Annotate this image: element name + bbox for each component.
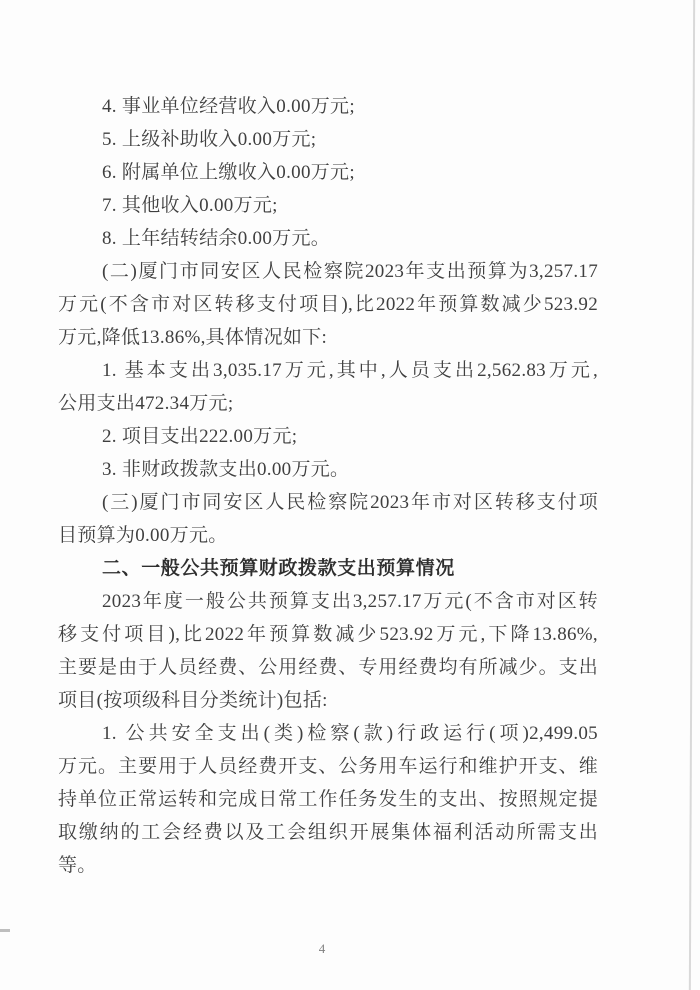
text-line-para3-2: 目预算为0.00万元。 (58, 525, 228, 546)
text-line-expense-item-3: 3. 非财政拨款支出0.00万元。 (102, 459, 350, 480)
text-line-para3-1: (三)厦门市同安区人民检察院2023年市对区转移支付项 (102, 492, 598, 513)
text-line-income-item-8: 8. 上年结转结余0.00万元。 (102, 228, 331, 249)
text-line-expense-item-2: 2. 项目支出222.00万元; (102, 426, 298, 447)
scan-edge-artifact (689, 0, 695, 990)
section-heading: 二、一般公共预算财政拨款支出预算情况 (102, 558, 455, 579)
text-line-para2-1: (二)厦门市同安区人民检察院2023年支出预算为3,257.17 (102, 261, 598, 282)
page-number: 4 (318, 941, 326, 956)
text-line-expense-item-1a: 1. 基本支出3,035.17万元,其中,人员支出2,562.83万元, (102, 360, 598, 381)
text-line-section2-item1-1: 1. 公共安全支出(类)检察(款)行政运行(项)2,499.05 (102, 723, 598, 744)
text-line-section2-item1-3: 持单位正常运转和完成日常工作任务发生的支出、按照规定提 (58, 789, 598, 810)
text-line-section2-para1-1: 2023年度一般公共预算支出3,257.17万元(不含市对区转 (102, 591, 598, 612)
text-line-income-item-6: 6. 附属单位上缴收入0.00万元; (102, 162, 355, 183)
text-line-section2-item1-5: 等。 (58, 855, 97, 876)
text-line-income-item-4: 4. 事业单位经营收入0.00万元; (102, 96, 355, 117)
text-line-section2-para1-2: 移支付项目),比2022年预算数减少523.92万元,下降13.86%, (58, 624, 598, 645)
text-line-income-item-7: 7. 其他收入0.00万元; (102, 195, 278, 216)
text-line-para2-2: 万元(不含市对区转移支付项目),比2022年预算数减少523.92 (58, 294, 598, 315)
text-line-section2-para1-4: 项目(按项级科目分类统计)包括: (58, 690, 328, 711)
text-line-section2-item1-4: 取缴纳的工会经费以及工会组织开展集体福利活动所需支出 (58, 822, 598, 843)
scan-speck-artifact (0, 929, 10, 932)
document-body (58, 90, 598, 882)
text-line-income-item-5: 5. 上级补助收入0.00万元; (102, 129, 317, 150)
text-line-expense-item-1b: 公用支出472.34万元; (58, 393, 234, 414)
text-line-section2-para1-3: 主要是由于人员经费、公用经费、专用经费均有所减少。支出 (58, 657, 598, 678)
text-line-para2-3: 万元,降低13.86%,具体情况如下: (58, 327, 328, 348)
text-line-section2-item1-2: 万元。主要用于人员经费开支、公务用车运行和维护开支、维 (58, 756, 598, 777)
